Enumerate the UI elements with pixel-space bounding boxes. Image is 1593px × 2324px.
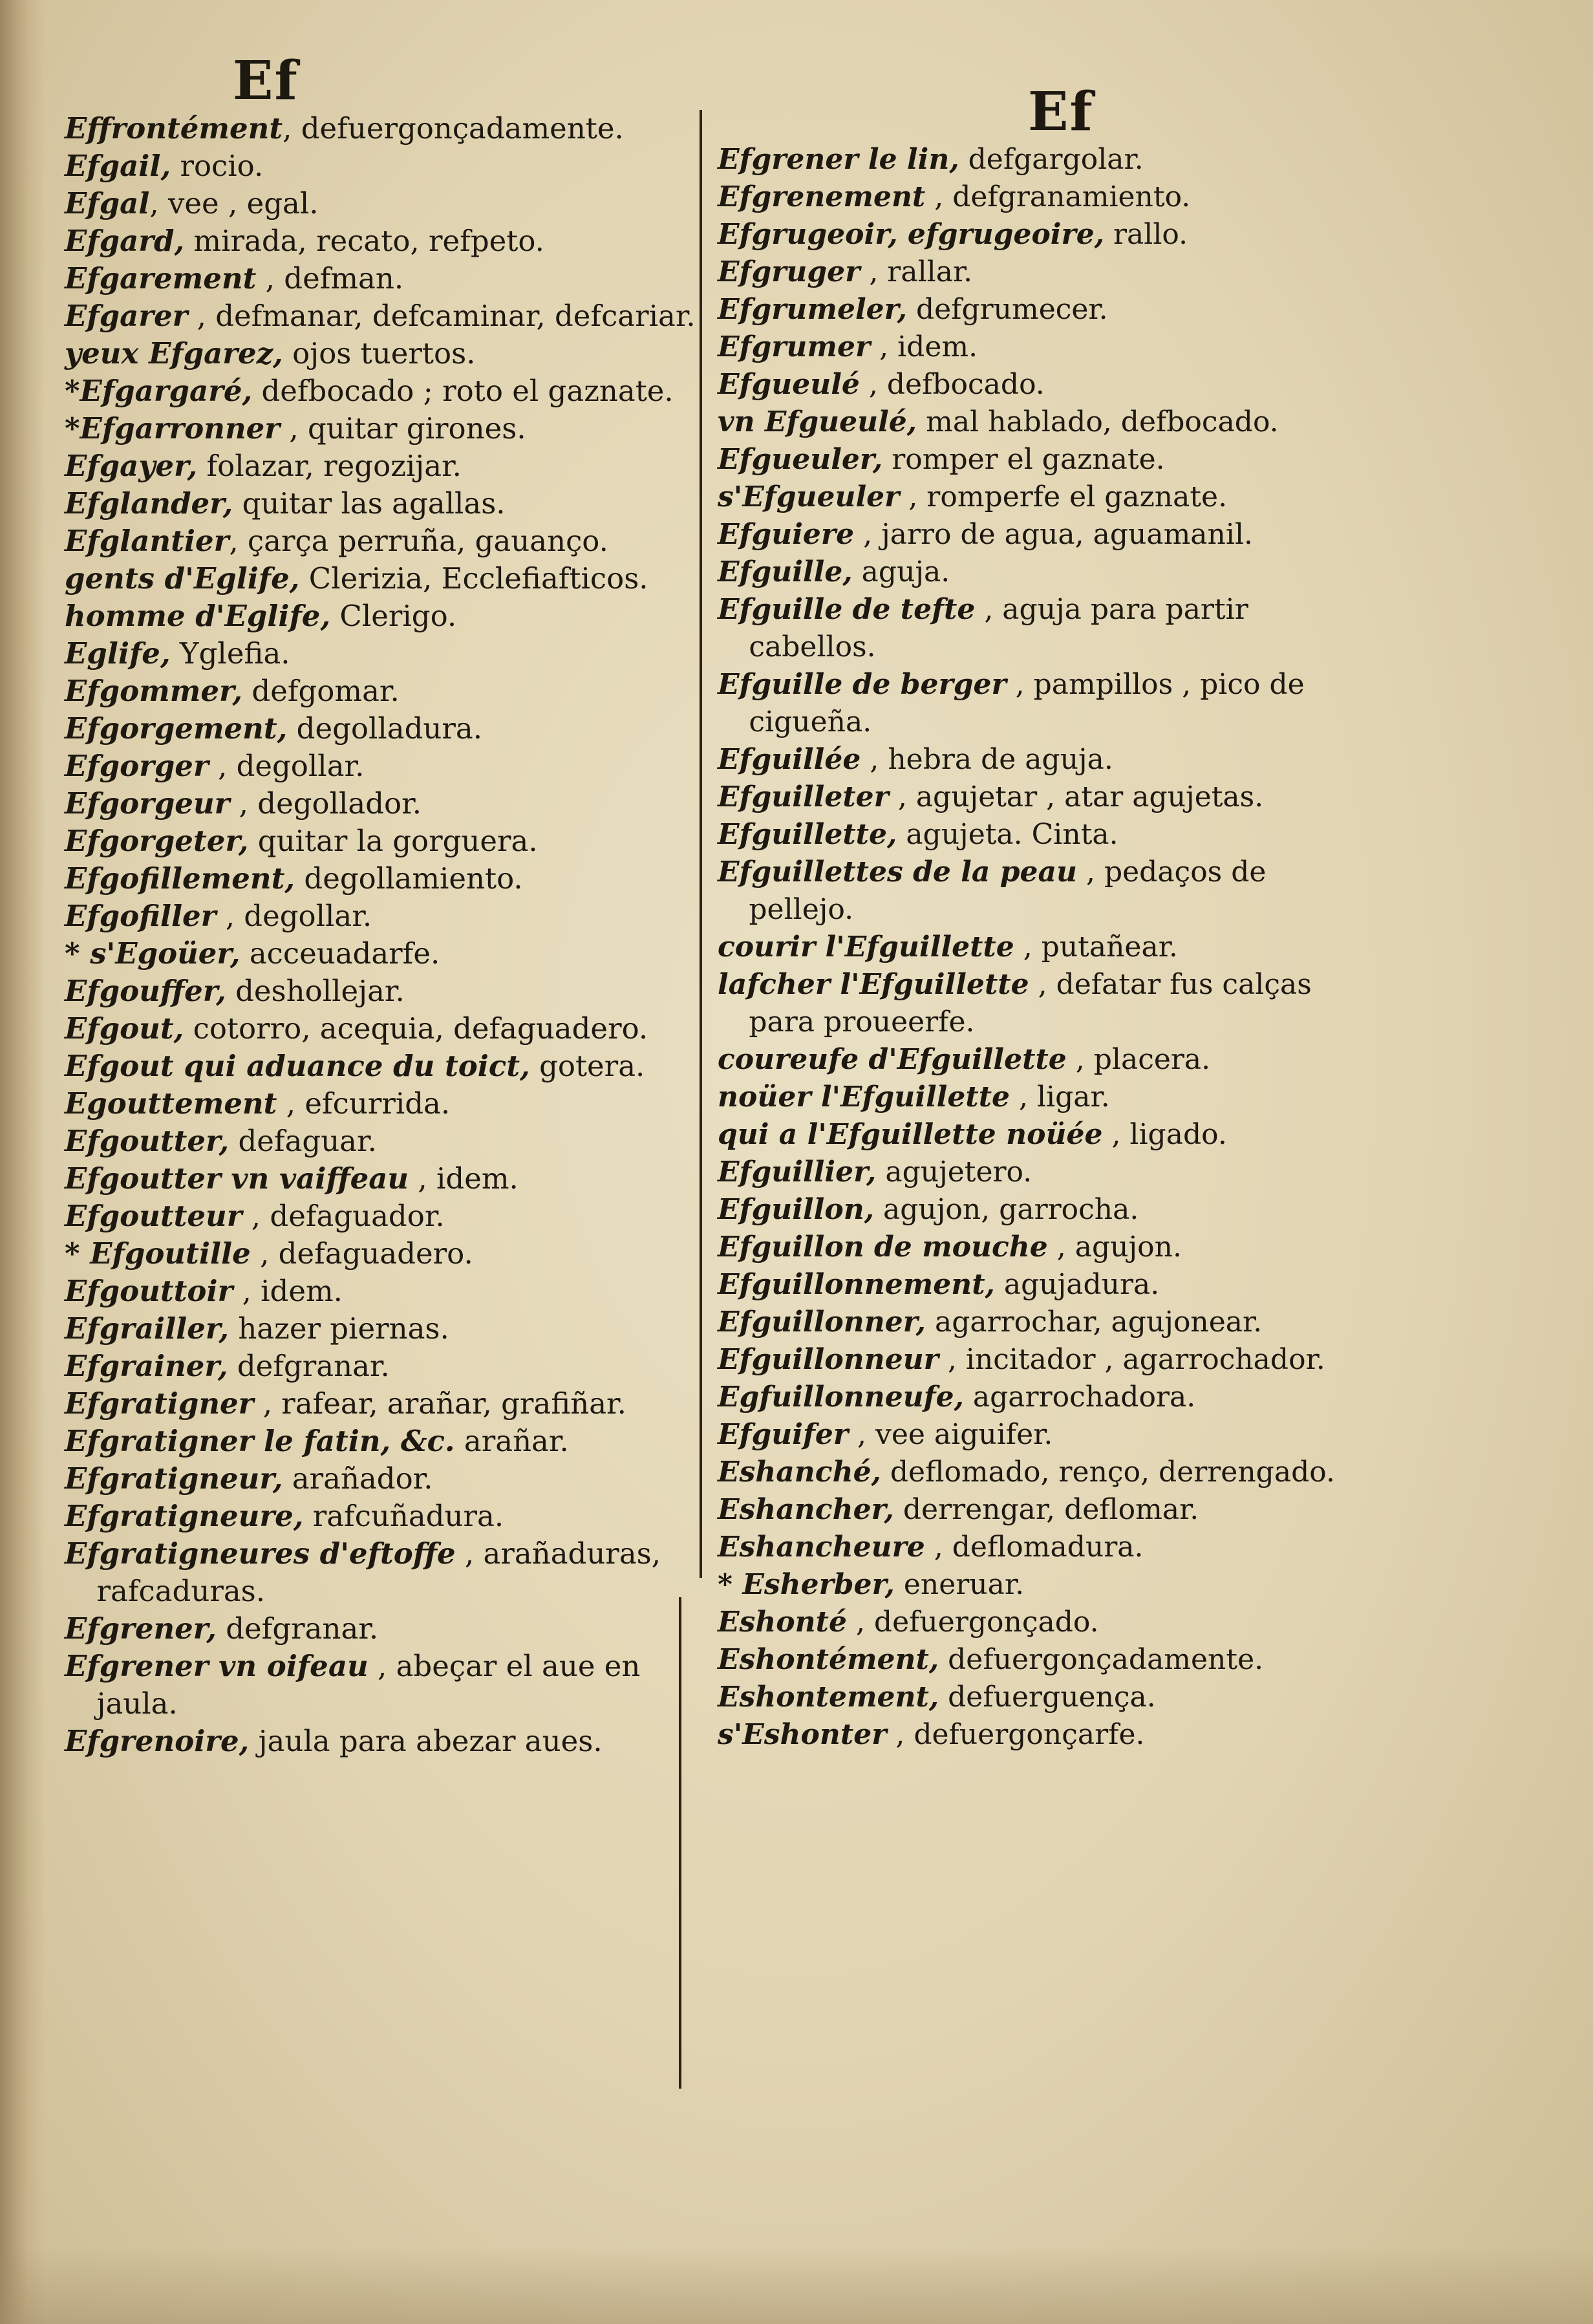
dictionary-entry [718, 1154, 1364, 1191]
entry-definition: , vee aiguifer. [848, 1418, 1053, 1451]
entry-headword: Efgrener, [65, 1611, 217, 1646]
right-column [718, 52, 1364, 1754]
entry-headword: Efgruger [718, 255, 861, 288]
dictionary-entry [718, 741, 1364, 779]
entry-definition: , defuergonçadamente. [283, 111, 624, 145]
dictionary-entry [65, 110, 698, 147]
entry-headword: Effrontément [65, 111, 283, 145]
dictionary-entry [65, 1085, 698, 1123]
entry-headword: Eshancheure [718, 1531, 925, 1564]
entry-definition: defgomar. [242, 674, 400, 708]
entry-headword: Efgouffer, [65, 974, 226, 1008]
entry-definition: , rallar. [860, 255, 973, 288]
entry-headword: Efguillette, [718, 818, 897, 851]
entry-definition: , agujetar , atar agujetas. [888, 780, 1264, 813]
entry-definition: , arañaduras, rafcaduras. [96, 1536, 661, 1608]
entry-definition: degollamiento. [295, 861, 523, 896]
entry-definition: , idem. [870, 330, 978, 363]
entry-headword: Efguille de berger [718, 668, 1007, 701]
dictionary-entry [65, 785, 698, 823]
entry-definition: , degollar. [216, 899, 372, 933]
dictionary-entry [718, 1229, 1364, 1266]
page-binding-shadow [0, 0, 45, 2324]
entry-definition: jaula para abezar aues. [249, 1724, 603, 1758]
page-bottom-shadow [0, 2246, 1593, 2324]
dictionary-entry [65, 898, 698, 935]
entry-definition: , ligar. [1010, 1081, 1110, 1114]
dictionary-entry [718, 479, 1364, 516]
entry-definition: defgranar. [216, 1611, 379, 1646]
entry-headword: Efguille, [718, 555, 853, 588]
dictionary-entry [65, 748, 698, 785]
dictionary-entry [718, 178, 1364, 216]
right-entries [718, 141, 1364, 1754]
entry-headword: Efgout qui aduance du toict, [65, 1049, 530, 1083]
entry-definition: , agujon. [1047, 1231, 1182, 1264]
dictionary-entry [65, 335, 698, 372]
dictionary-entry [718, 1116, 1364, 1154]
entry-headword: Efguillonnement, [718, 1268, 995, 1301]
entry-headword: Efguillonner, [718, 1306, 926, 1339]
entry-definition: quitar las agallas. [233, 486, 506, 521]
entry-headword: Efgouttoir [65, 1274, 233, 1308]
dictionary-entry [65, 1010, 698, 1048]
entry-definition: , idem. [233, 1274, 343, 1308]
entry-headword: Efgrainer, [65, 1349, 228, 1383]
dictionary-entry [65, 410, 698, 447]
entry-headword: Efgayer, [65, 449, 198, 483]
entry-headword: Efguillon, [718, 1193, 875, 1226]
left-column [65, 52, 698, 1760]
entry-headword: noüer l'Efguillette [718, 1081, 1010, 1114]
dictionary-entry [718, 216, 1364, 253]
entry-headword: Efgrener vn oifeau [65, 1649, 369, 1683]
dictionary-entry [65, 372, 698, 410]
dictionary-entry [65, 1535, 698, 1610]
dictionary-entry [65, 597, 698, 635]
entry-headword: s'Eshonter [718, 1718, 887, 1751]
dictionary-entry [718, 328, 1364, 366]
dictionary-entry [718, 1491, 1364, 1529]
entry-headword: vn Efgueulé, [718, 405, 917, 438]
dictionary-entry [718, 441, 1364, 479]
left-entries [65, 110, 698, 1760]
entry-headword: Efgail, [65, 149, 171, 183]
dictionary-entry [65, 860, 698, 898]
entry-headword: lafcher l'Efguillette [718, 968, 1029, 1001]
entry-definition: romper el gaznate. [882, 443, 1165, 476]
entry-headword: Efguillier, [718, 1156, 877, 1189]
entry-definition: aguja. [852, 555, 950, 588]
dictionary-entry [65, 560, 698, 597]
entry-headword: Efgorgeur [65, 786, 230, 821]
entry-definition: mal hablado, defbocado. [917, 405, 1279, 438]
entry-headword: Efgorgement, [65, 711, 288, 746]
entry-definition: defbocado ; roto el gaznate. [252, 374, 674, 408]
entry-headword: coureufe d'Efguillette [718, 1043, 1067, 1076]
entry-headword: Efgofiller [65, 899, 217, 933]
column-rule-lower [679, 1597, 681, 2089]
dictionary-entry [718, 1641, 1364, 1679]
entry-definition: , defaguador. [242, 1199, 445, 1233]
entry-definition: , degollador. [230, 786, 422, 821]
dictionary-entry [65, 485, 698, 522]
entry-definition: defuerguença. [939, 1681, 1156, 1714]
dictionary-entry [718, 1041, 1364, 1079]
entry-headword: Eglife, [65, 636, 171, 671]
entry-definition: rafcuñadura. [303, 1499, 504, 1533]
dictionary-entry [65, 185, 698, 222]
dictionary-entry [718, 1304, 1364, 1341]
dictionary-entry [718, 1079, 1364, 1116]
entry-definition: Clerigo. [330, 599, 457, 633]
entry-headword: Efgrener le lin, [718, 143, 959, 176]
entry-headword: gents d'Eglife, [65, 561, 300, 596]
dictionary-entry [718, 1416, 1364, 1454]
entry-headword: * Esherber, [718, 1568, 895, 1601]
dictionary-entry [65, 1123, 698, 1160]
entry-headword: Eshanché, [718, 1456, 881, 1489]
entry-definition: , incitador , agarrochador. [938, 1343, 1325, 1376]
entry-definition: , ligado. [1102, 1118, 1227, 1151]
entry-definition: , pedaços de pellejo. [749, 855, 1267, 926]
dictionary-entry [65, 973, 698, 1010]
dictionary-entry [65, 222, 698, 260]
entry-headword: Egfuillonneufe, [718, 1381, 964, 1414]
entry-definition: , romperfe el gaznate. [899, 480, 1228, 513]
entry-headword: Efglander, [65, 486, 233, 521]
entry-headword: Efgratigner le fatin, &c. [65, 1424, 455, 1458]
entry-definition: Yglefia. [170, 636, 290, 671]
entry-definition: mirada, recato, refpeto. [184, 224, 544, 258]
dictionary-entry [65, 1198, 698, 1235]
entry-definition: deshollejar. [226, 974, 405, 1008]
dictionary-entry [65, 1310, 698, 1348]
entry-definition: arañar. [454, 1424, 569, 1458]
dictionary-entry [718, 1566, 1364, 1604]
dictionary-entry [718, 516, 1364, 554]
entry-headword: homme d'Eglife, [65, 599, 331, 633]
entry-definition: , degollar. [208, 749, 365, 783]
dictionary-entry [718, 1341, 1364, 1379]
entry-headword: Efgoutter, [65, 1124, 230, 1158]
entry-headword: Efgard, [65, 224, 185, 258]
entry-headword: Efguillonneur [718, 1343, 939, 1376]
entry-definition: agujetero. [876, 1156, 1032, 1189]
entry-definition: , abeçar el aue en jaula. [96, 1649, 641, 1721]
entry-headword: Efguillettes de la peau [718, 855, 1077, 888]
dictionary-entry [65, 1498, 698, 1535]
entry-definition: , deflomadura. [925, 1531, 1144, 1564]
dictionary-entry [718, 554, 1364, 591]
dictionary-entry [65, 1610, 698, 1648]
entry-definition: , defmanar, defcaminar, defcariar. [187, 299, 696, 333]
left-running-head: Ef [233, 50, 299, 112]
entry-definition: , pampillos , pico de cigueña. [749, 668, 1305, 738]
entry-definition: derrengar, deflomar. [893, 1493, 1199, 1526]
dictionary-entry [65, 447, 698, 485]
entry-definition: hazer piernas. [229, 1311, 449, 1346]
entry-headword: Efgorgeter, [65, 824, 249, 858]
dictionary-entry [65, 1235, 698, 1273]
entry-headword: Efguillon de mouche [718, 1231, 1048, 1264]
entry-headword: courir l'Efguillette [718, 931, 1014, 963]
entry-headword: Efgout, [65, 1011, 184, 1046]
entry-definition: Clerizia, Ecclefiafticos. [299, 561, 648, 596]
entry-definition: defgranar. [228, 1349, 390, 1383]
entry-headword: Efgorger [65, 749, 209, 783]
entry-definition: acceuadarfe. [240, 936, 440, 971]
entry-definition: cotorro, acequia, defaguadero. [184, 1011, 648, 1046]
entry-definition: defgargolar. [959, 143, 1144, 176]
dictionary-entry [65, 935, 698, 973]
entry-definition: agarrochadora. [963, 1381, 1196, 1414]
entry-headword: Efgratigner [65, 1386, 254, 1421]
entry-definition: defgrumecer. [906, 293, 1108, 326]
entry-headword: Efgratigneures d'eftoffe [65, 1536, 456, 1571]
entry-definition: ojos tuertos. [283, 336, 476, 371]
dictionary-entry [718, 141, 1364, 178]
entry-definition: , hebra de aguja. [861, 743, 1113, 776]
entry-definition: , aguja para partir cabellos. [749, 593, 1248, 663]
entry-definition: , vee , egal. [149, 186, 319, 221]
entry-headword: * s'Egoüer, [65, 936, 241, 971]
entry-definition: defuergonçadamente. [939, 1643, 1264, 1676]
entry-headword: Efgrenement [718, 180, 926, 213]
entry-definition: agujeta. Cinta. [897, 818, 1118, 851]
entry-definition: eneruar. [894, 1568, 1025, 1601]
entry-headword: Efgueuler, [718, 443, 883, 476]
dictionary-entry [718, 366, 1364, 403]
entry-definition: , efcurrida. [277, 1086, 451, 1121]
entry-headword: Eshontement, [718, 1681, 939, 1714]
entry-headword: qui a l'Efguillette noüée [718, 1118, 1103, 1151]
dictionary-entry [718, 779, 1364, 816]
dictionary-entry [65, 635, 698, 672]
dictionary-entry [718, 1716, 1364, 1754]
entry-definition: , defuergonçado. [846, 1606, 1099, 1639]
entry-headword: Eshonté [718, 1606, 847, 1639]
entry-definition: rallo. [1104, 218, 1188, 251]
entry-headword: Efgrailler, [65, 1311, 230, 1346]
entry-definition: agarrochar, agujonear. [926, 1306, 1263, 1339]
dictionary-entry [65, 1348, 698, 1385]
entry-headword: Efgarer [65, 299, 188, 333]
entry-headword: Efgoutteur [65, 1199, 242, 1233]
column-rule [700, 110, 702, 1578]
entry-headword: Efguillée [718, 743, 861, 776]
entry-definition: , çarça perruña, gauanço. [229, 524, 608, 558]
entry-headword: Efgrumeler, [718, 293, 907, 326]
entry-headword: Efgoutter vn vaiffeau [65, 1161, 409, 1196]
entry-definition: arañador. [283, 1461, 433, 1496]
entry-headword: Efgratigneure, [65, 1499, 304, 1533]
dictionary-entry [65, 823, 698, 860]
dictionary-entry [65, 1160, 698, 1198]
entry-headword: Egouttement [65, 1086, 277, 1121]
dictionary-entry [718, 929, 1364, 966]
dictionary-entry [718, 1379, 1364, 1416]
dictionary-entry [718, 403, 1364, 441]
entry-headword: Efgratigneur, [65, 1461, 283, 1496]
entry-definition: , defgranamiento. [925, 180, 1191, 213]
entry-headword: Efgarement [65, 261, 257, 296]
dictionary-entry [65, 1385, 698, 1423]
entry-definition: , defuergonçarfe. [886, 1718, 1145, 1751]
dictionary-entry [718, 1679, 1364, 1716]
entry-definition: rocio. [171, 149, 264, 183]
entry-headword: Efgrumer [718, 330, 871, 363]
entry-definition: , jarro de agua, aguamanil. [854, 518, 1254, 551]
entry-headword: Efguifer [718, 1418, 849, 1451]
entry-definition: , placera. [1066, 1043, 1211, 1076]
dictionary-entry [718, 966, 1364, 1041]
dictionary-entry [65, 1723, 698, 1760]
entry-definition: , idem. [409, 1161, 519, 1196]
entry-definition: quitar la gorguera. [248, 824, 538, 858]
dictionary-entry [718, 591, 1364, 666]
dictionary-entry [65, 260, 698, 297]
entry-headword: Efgal [65, 186, 150, 221]
dictionary-entry [65, 297, 698, 335]
entry-definition: , defman. [256, 261, 404, 296]
dictionary-entry [65, 1048, 698, 1085]
dictionary-entry [65, 672, 698, 710]
dictionary-entry [718, 1191, 1364, 1229]
entry-headword: Eshancher, [718, 1493, 894, 1526]
entry-definition: , putañear. [1014, 931, 1178, 963]
entry-definition: , defbocado. [859, 368, 1045, 401]
entry-headword: Efguiere [718, 518, 855, 551]
entry-headword: *Efgargaré, [65, 374, 253, 408]
entry-headword: Efglantier [65, 524, 230, 558]
dictionary-entry [718, 1529, 1364, 1566]
dictionary-entry [718, 291, 1364, 328]
dictionary-entry [65, 710, 698, 748]
entry-definition: , defatar fus calças para proueerfe. [749, 968, 1312, 1038]
right-running-head: Ef [1028, 81, 1094, 143]
dictionary-entry [65, 1423, 698, 1460]
entry-headword: *Efgarronner [65, 411, 281, 446]
entry-headword: Efgrugeoir, efgrugeoire, [718, 218, 1105, 251]
entry-definition: deflomado, renço, derrengado. [881, 1456, 1335, 1489]
entry-definition: , quitar girones. [280, 411, 526, 446]
entry-definition: defaguar. [229, 1124, 377, 1158]
entry-headword: Eshontément, [718, 1643, 939, 1676]
dictionary-entry [65, 1460, 698, 1498]
entry-headword: Efguilleter [718, 780, 889, 813]
entry-headword: Efgrenoire, [65, 1724, 250, 1758]
dictionary-entry [718, 816, 1364, 854]
dictionary-entry [65, 522, 698, 560]
entry-headword: Efguille de tefte [718, 593, 976, 626]
entry-headword: Efgofillement, [65, 861, 295, 896]
dictionary-entry [718, 1454, 1364, 1491]
entry-headword: yeux Efgarez, [65, 336, 283, 371]
entry-headword: Efgueulé [718, 368, 860, 401]
dictionary-entry [718, 1266, 1364, 1304]
entry-definition: , rafear, arañar, grafiñar. [253, 1386, 626, 1421]
entry-headword: * Efgoutille [65, 1236, 251, 1271]
dictionary-entry [718, 253, 1364, 291]
dictionary-entry [65, 147, 698, 185]
entry-definition: agujon, garrocha. [874, 1193, 1139, 1226]
dictionary-entry [65, 1273, 698, 1310]
dictionary-entry [718, 666, 1364, 741]
dictionary-entry [718, 1604, 1364, 1641]
entry-definition: agujadura. [994, 1268, 1160, 1301]
dictionary-entry [65, 1648, 698, 1723]
entry-definition: , defaguadero. [250, 1236, 473, 1271]
entry-headword: Efgommer, [65, 674, 243, 708]
entry-definition: folazar, regozijar. [197, 449, 462, 483]
dictionary-entry [718, 854, 1364, 929]
entry-definition: gotera. [529, 1049, 645, 1083]
entry-definition: degolladura. [287, 711, 483, 746]
entry-headword: s'Efgueuler [718, 480, 900, 513]
